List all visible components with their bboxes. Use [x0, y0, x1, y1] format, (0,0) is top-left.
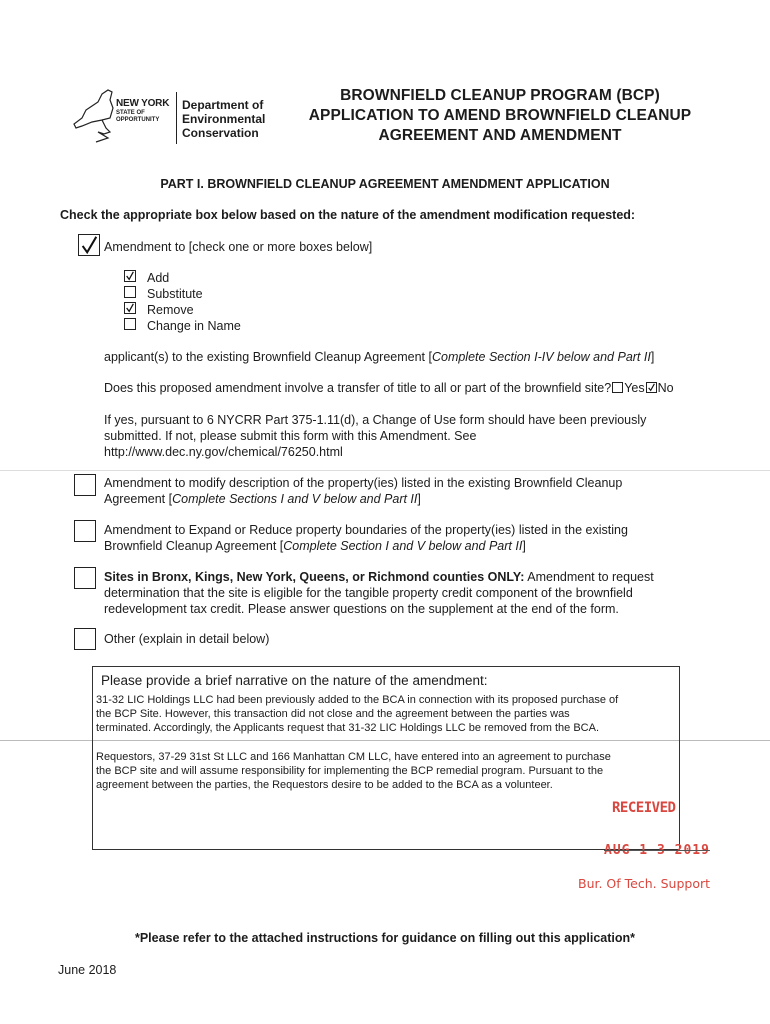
- form-title-line-3: AGREEMENT AND AMENDMENT: [378, 127, 622, 144]
- narrative-p1-line-3: terminated. Accordingly, the Applicants request that 31-32 LIC Holdings LLC be removed from the BCA.: [96, 722, 600, 734]
- transfer-question: Does this proposed amendment involve a transfer of title to all or part of the brownfield site?: [104, 381, 612, 395]
- tangible-credit-line-3: redevelopment tax credit. Please answer questions on the supplement at the end of the form.: [104, 602, 619, 616]
- change-in-name-checkbox[interactable]: [124, 318, 136, 330]
- tangible-credit-text: Amendment to request: [524, 570, 654, 584]
- logo-subtitle-text: STATE OF OPPORTUNITY: [116, 110, 160, 123]
- narrative-p2-line-1: Requestors, 37-29 31st St LLC and 166 Manhattan CM LLC, have entered into an agreement to purchase: [96, 751, 611, 763]
- tangible-credit-line-1: [104, 569, 654, 585]
- applicant-italic: Complete Section I-IV below and Part II: [431, 350, 651, 364]
- received-date-stamp: AUG 1 3 2019: [604, 843, 710, 858]
- modify-description-text: Agreement [: [104, 492, 173, 506]
- dept-name-line-1: Department of: [182, 98, 264, 112]
- checkmark-icon: [647, 383, 656, 392]
- logo-divider: [176, 92, 177, 144]
- amendment-checkbox[interactable]: [78, 234, 100, 256]
- nys-dec-logo: [72, 88, 282, 150]
- modify-description-italic: Complete Sections I and V below and Part II: [172, 492, 418, 506]
- new-york-state-outline-icon: [72, 88, 116, 148]
- footer-note: *Please refer to the attached instructions for guidance on filling out this application*: [134, 931, 636, 945]
- yes-checkbox[interactable]: [612, 382, 623, 393]
- modify-description-line-1: Amendment to modify description of the property(ies) listed in the existing Brownfield Cleanup: [104, 476, 623, 490]
- form-date: June 2018: [58, 963, 117, 977]
- add-label: Add: [147, 271, 170, 285]
- checkmark-icon: [125, 303, 135, 313]
- modify-description-end: ]: [417, 492, 421, 506]
- narrative-p2-line-2: the BCP site and will assume responsibility for implementing the BCP remedial program. Pursuant to the: [96, 765, 604, 777]
- add-checkbox[interactable]: [124, 270, 136, 282]
- transfer-question-row: [104, 380, 674, 396]
- narrative-p1-line-1: 31-32 LIC Holdings LLC had been previously added to the BCA in connection with its proposed purchase of: [96, 694, 619, 706]
- expand-reduce-italic: Complete Section I and V below and Part II: [283, 539, 523, 553]
- expand-reduce-text: Brownfield Cleanup Agreement [: [104, 539, 284, 553]
- expand-reduce-end: ]: [522, 539, 526, 553]
- narrative-p2-line-3: agreement between the parties, the Requestors desire to be added to the BCA as a volunteer.: [96, 779, 553, 791]
- narrative-p1-line-2: the BCP Site. However, this transaction did not close and the agreement between the parties was: [96, 708, 570, 720]
- substitute-label: Substitute: [147, 287, 203, 301]
- instruction-text: Check the appropriate box below based on the nature of the amendment modification requested:: [60, 208, 636, 222]
- tangible-credit-bold: Sites in Bronx, Kings, New York, Queens, or Richmond counties ONLY:: [104, 570, 525, 584]
- checkmark-icon: [79, 235, 99, 255]
- checkmark-icon: [125, 271, 135, 281]
- scan-line: [0, 470, 770, 471]
- part-heading: PART I. BROWNFIELD CLEANUP AGREEMENT AMENDMENT APPLICATION: [160, 177, 610, 191]
- form-title-line-2: APPLICATION TO AMEND BROWNFIELD CLEANUP: [308, 107, 692, 124]
- yes-label: Yes: [624, 381, 645, 395]
- logo-new-york-text: NEW YORK: [116, 98, 170, 109]
- received-stamp: RECEIVED: [612, 800, 676, 816]
- change-of-use-link[interactable]: http://www.dec.ny.gov/chemical/76250.html: [104, 445, 343, 459]
- remove-checkbox[interactable]: [124, 302, 136, 314]
- expand-reduce-line-2: [104, 538, 526, 554]
- tangible-credit-line-2: determination that the site is eligible for the tangible property credit component of the brownfield: [104, 586, 633, 600]
- applicant-text: applicant(s) to the existing Brownfield Cleanup Agreement [: [104, 350, 432, 364]
- other-label: Other (explain in detail below): [104, 632, 270, 646]
- substitute-checkbox[interactable]: [124, 286, 136, 298]
- narrative-title: Please provide a brief narrative on the nature of the amendment:: [101, 673, 488, 688]
- dept-name-line-3: Conservation: [182, 126, 259, 140]
- no-label: No: [657, 381, 674, 395]
- change-in-name-label: Change in Name: [147, 319, 241, 333]
- if-yes-line-2: submitted. If not, please submit this form with this Amendment. See: [104, 429, 477, 443]
- if-yes-line-1: If yes, pursuant to 6 NYCRR Part 375-1.11(d), a Change of Use form should have been previously: [104, 413, 647, 427]
- applicant-end: ]: [650, 350, 655, 364]
- expand-reduce-checkbox[interactable]: [74, 520, 96, 542]
- other-checkbox[interactable]: [74, 628, 96, 650]
- amendment-option-label: Amendment to [check one or more boxes below]: [104, 240, 373, 254]
- bureau-stamp: Bur. Of Tech. Support: [578, 876, 711, 891]
- modify-description-checkbox[interactable]: [74, 474, 96, 496]
- tangible-credit-checkbox[interactable]: [74, 567, 96, 589]
- remove-label: Remove: [147, 303, 194, 317]
- narrative-textarea[interactable]: [92, 666, 680, 850]
- dept-name-line-2: Environmental: [182, 112, 266, 126]
- form-title-line-1: BROWNFIELD CLEANUP PROGRAM (BCP): [340, 87, 660, 104]
- no-checkbox[interactable]: [646, 382, 657, 393]
- expand-reduce-line-1: Amendment to Expand or Reduce property boundaries of the property(ies) listed in the existing: [104, 523, 628, 537]
- applicant-statement: [104, 349, 654, 365]
- modify-description-line-2: [104, 491, 421, 507]
